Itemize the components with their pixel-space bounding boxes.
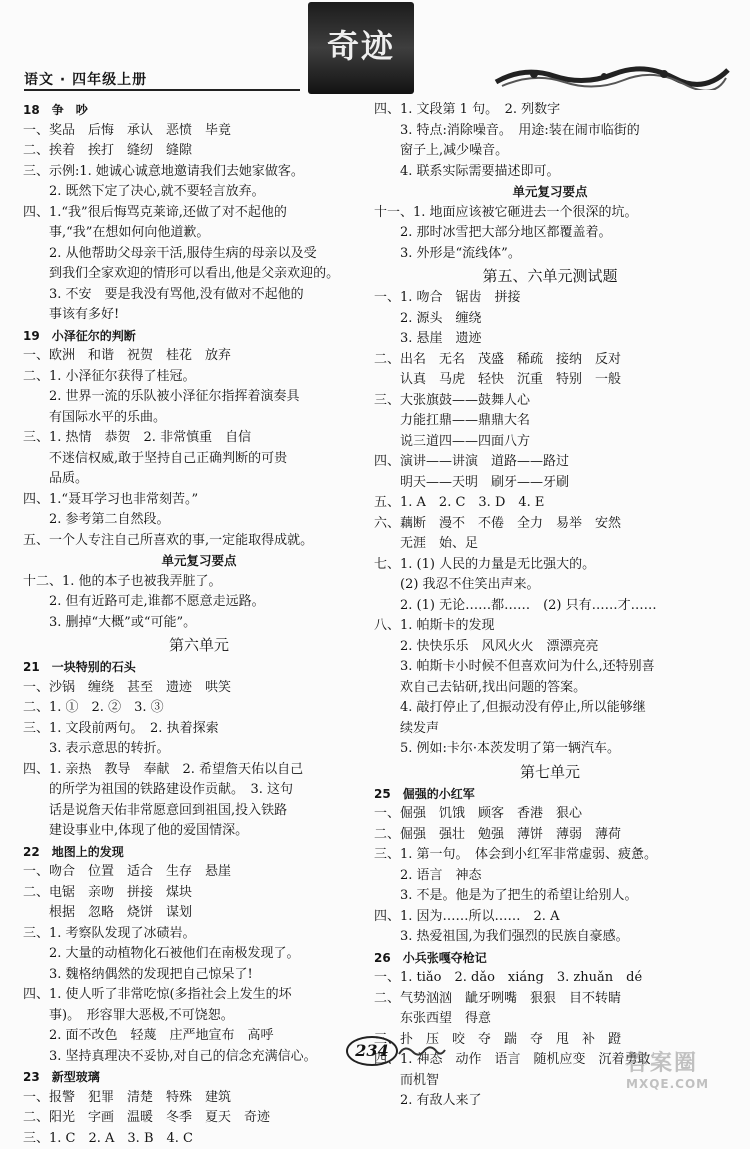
answer-line: 3. 外形是“流线体”。 [374,244,726,265]
answer-line: 三、大张旗鼓——鼓舞人心 [374,391,726,412]
answer-line: 3. 魏格纳偶然的发现把自己惊呆了! [23,965,375,986]
answer-line: 2. 有敌人来了 [374,1091,726,1112]
answer-line: 东张西望 得意 [374,1009,726,1030]
watermark-title: 答案圈 [626,1046,750,1077]
answer-line: (2) 我忍不住笑出声来。 [374,575,726,596]
answer-line: 不迷信权威,敢于坚持自己正确判断的可贵 [23,449,375,470]
answer-line: 事,“我”在想如何向他道歉。 [23,223,375,244]
answer-line: 3. 删掉“大概”或“可能”。 [23,613,375,634]
answer-line: 3. 帕斯卡小时候不但喜欢问为什么,还特别喜 [374,657,726,678]
unit-heading: 第七单元 [374,760,726,784]
answer-line: 一、1. tiǎo 2. dǎo xiáng 3. zhuǎn dé [374,968,726,989]
answer-line: 二、出名 无名 茂盛 稀疏 接纳 反对 [374,350,726,371]
answer-line: 一、报警 犯罪 清楚 特殊 建筑 [23,1088,375,1109]
swirl-ornament-icon [397,1042,447,1060]
answer-line: 三、1. 考察队发现了冰碛岩。 [23,924,375,945]
watermark [626,1046,750,1094]
answer-line: 2. 但有近路可走,谁都不愿意走远路。 [23,592,375,613]
answer-line: 2. 源头 缠绕 [374,309,726,330]
answer-line: 4. 敲打停止了,但振动没有停止,所以能够继 [374,698,726,719]
answer-line: 3. 特点:消除噪音。 用途:装在闹市临街的 [374,121,726,142]
answer-line: 四、1. 神态 动作 语言 随机应变 沉着勇敢 [374,1050,726,1071]
answer-line: 四、1. 文段第 1 句。 2. 列数字 [374,100,726,121]
answer-line: 到我们全家欢迎的情形可以看出,他是父亲欢迎的。 [23,264,375,285]
right-column [374,100,726,1112]
answer-line: 一、1. 吻合 锯齿 拼接 [374,288,726,309]
series-logo: 奇迹 [308,2,414,94]
lesson-heading: 23 新型玻璃 [23,1067,375,1088]
lesson-heading: 25 倔强的小红军 [374,784,726,805]
answer-line: 窗子上,减少噪音。 [374,141,726,162]
answer-line: 四、1. 使人听了非常吃惊(多指社会上发生的坏 [23,985,375,1006]
answer-line: 认真 马虎 轻快 沉重 特别 一般 [374,370,726,391]
answer-line: 四、1.“聂耳学习也非常刻苦。” [23,490,375,511]
answer-line: 四、1. 因为……所以…… 2. A [374,907,726,928]
answer-line: 3. 悬崖 遗迹 [374,329,726,350]
answer-line: 明天——天明 刷牙——牙刷 [374,473,726,494]
answer-line: 事该有多好! [23,305,375,326]
answer-line: 二、阳光 字画 温暖 冬季 夏天 奇迹 [23,1108,375,1129]
answer-line: 三、1. 第一句。 体会到小红军非常虚弱、疲惫。 [374,845,726,866]
answer-line: 四、1.“我”很后悔骂克莱谛,还做了对不起他的 [23,203,375,224]
answer-line: 2. 大量的动植物化石被他们在南极发现了。 [23,944,375,965]
answer-line: 3. 坚持真理决不妥协,对自己的信念充满信心。 [23,1047,375,1068]
answer-line: 十二、1. 他的本子也被我弄脏了。 [23,572,375,593]
answer-line: 一、吻合 位置 适合 生存 悬崖 [23,862,375,883]
answer-line: 5. 例如:卡尔·本茨发明了第一辆汽车。 [374,739,726,760]
answer-line: 欢自己去钻研,找出问题的答案。 [374,678,726,699]
lesson-heading: 19 小泽征尔的判断 [23,326,375,347]
answer-line: 五、一个人专注自己所喜欢的事,一定能取得成就。 [23,531,375,552]
answer-line: 无涯 始、足 [374,534,726,555]
answer-line: 二、1. ① 2. ② 3. ③ [23,698,375,719]
answer-line: 说三道四——四面八方 [374,432,726,453]
answer-line: 力能扛鼎——鼎鼎大名 [374,411,726,432]
answer-line: 一、倔强 饥饿 顾客 香港 狠心 [374,804,726,825]
answer-line: 一、奖品 后悔 承认 恶愤 毕竟 [23,121,375,142]
answer-line: 二、气势汹汹 龇牙咧嘴 狠狠 目不转睛 [374,989,726,1010]
lesson-heading: 26 小兵张嘎夺枪记 [374,948,726,969]
answer-line: 三、扑 压 咬 夺 踹 夺 甩 补 蹬 [374,1030,726,1051]
answer-line: 三、1. 热情 恭贺 2. 非常慎重 自信 [23,428,375,449]
answer-line: 2. (1) 无论……都…… (2) 只有……才…… [374,596,726,617]
answer-line: 2. 快快乐乐 风风火火 漂漂亮亮 [374,637,726,658]
answer-line: 建设事业中,体现了他的爱国情深。 [23,821,375,842]
answer-line: 六、藕断 漫不 不倦 全力 易举 安然 [374,514,726,535]
answer-line: 2. 既然下定了决心,就不要轻言放弃。 [23,182,375,203]
answer-line: 事)。 形容罪大恶极,不可饶恕。 [23,1006,375,1027]
review-heading: 单元复习要点 [23,551,375,572]
answer-line: 续发声 [374,719,726,740]
watermark-url: MXQE.COM [626,1077,750,1091]
answer-line: 二、电锯 亲吻 拼接 煤块 [23,883,375,904]
answer-line: 八、1. 帕斯卡的发现 [374,616,726,637]
answer-line: 七、1. (1) 人民的力量是无比强大的。 [374,555,726,576]
lesson-heading: 18 争 吵 [23,100,375,121]
page-header [0,0,750,96]
answer-line: 四、演讲——讲演 道路——路过 [374,452,726,473]
header-underline [24,89,300,91]
unit-heading: 第五、六单元测试题 [374,264,726,288]
left-column [23,100,375,1149]
answer-line: 一、沙锅 缠绕 甚至 遗迹 哄笑 [23,678,375,699]
answer-line: 而机智 [374,1071,726,1092]
answer-line: 三、1. C 2. A 3. B 4. C [23,1129,375,1149]
answer-line: 有国际水平的乐曲。 [23,408,375,429]
answer-line: 3. 不是。他是为了把生的希望让给别人。 [374,886,726,907]
answer-line: 2. 世界一流的乐队被小泽征尔指挥着演奏具 [23,387,375,408]
decorative-banner-icon [494,62,730,90]
answer-line: 2. 语言 神态 [374,866,726,887]
answer-line: 十一、1. 地面应该被它砸进去一个很深的坑。 [374,203,726,224]
answer-line: 二、1. 小泽征尔获得了桂冠。 [23,367,375,388]
answer-line: 4. 联系实际需要描述即可。 [374,162,726,183]
answer-line: 2. 那时冰雪把大部分地区都覆盖着。 [374,223,726,244]
answer-line: 四、1. 亲热 教导 奉献 2. 希望詹天佑以自己 [23,760,375,781]
book-title: 语文 · 四年级上册 [24,69,147,89]
lesson-heading: 21 一块特别的石头 [23,657,375,678]
answer-line: 一、欧洲 和谐 祝贺 桂花 放弃 [23,346,375,367]
answer-line: 话是说詹天佑非常愿意回到祖国,投入铁路 [23,801,375,822]
answer-line: 2. 面不改色 轻蔑 庄严地宣布 高呼 [23,1026,375,1047]
answer-line: 二、倔强 强壮 勉强 薄饼 薄弱 薄荷 [374,825,726,846]
page-number: 234 [346,1036,398,1066]
answer-line: 二、挨着 挨打 缝纫 缝隙 [23,141,375,162]
answer-line: 3. 热爱祖国,为我们强烈的民族自豪感。 [374,927,726,948]
answer-line: 根据 忽略 烧饼 谋划 [23,903,375,924]
answer-line: 2. 参考第二自然段。 [23,510,375,531]
review-heading: 单元复习要点 [374,182,726,203]
answer-line: 五、1. A 2. C 3. D 4. E [374,493,726,514]
answer-line: 3. 不安 要是我没有骂他,没有做对不起他的 [23,285,375,306]
answer-line: 的所学为祖国的铁路建设作贡献。 3. 这句 [23,780,375,801]
answer-line: 三、示例:1. 她诚心诚意地邀请我们去她家做客。 [23,162,375,183]
answer-line: 三、1. 文段前两句。 2. 执着探索 [23,719,375,740]
answer-line: 品质。 [23,469,375,490]
answer-line: 2. 从他帮助父母亲干活,服侍生病的母亲以及受 [23,244,375,265]
unit-heading: 第六单元 [23,633,375,657]
lesson-heading: 22 地图上的发现 [23,842,375,863]
answer-line: 3. 表示意思的转折。 [23,739,375,760]
